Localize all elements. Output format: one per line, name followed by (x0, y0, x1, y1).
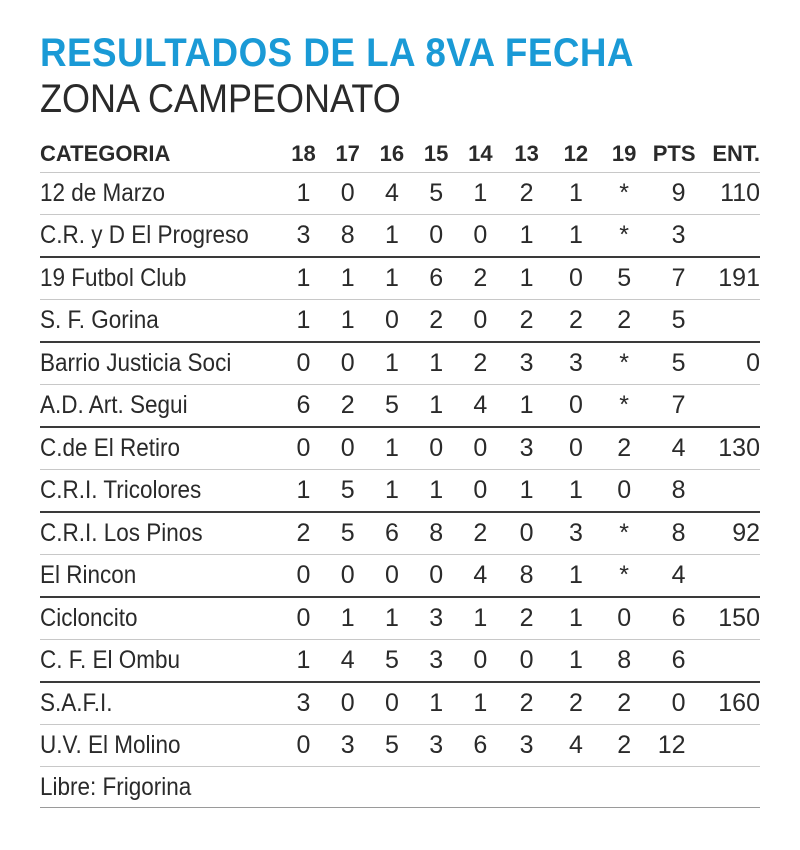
score-cell: 6 (370, 512, 414, 555)
team-name-cell (40, 512, 281, 555)
score-cell: 1 (551, 173, 601, 215)
points-cell: 4 (647, 555, 697, 598)
table-body (40, 173, 760, 767)
score-cell: 1 (281, 470, 325, 513)
score-cell: 1 (370, 257, 414, 300)
score-cell: 0 (601, 597, 647, 640)
team-name: C. F. El Ombu (40, 646, 181, 674)
score-cell: 4 (370, 173, 414, 215)
score-cell: 1 (370, 470, 414, 513)
score-cell: 0 (370, 300, 414, 343)
score-cell: 0 (458, 640, 502, 683)
score-cell: 3 (414, 640, 458, 683)
score-cell: 1 (370, 427, 414, 470)
score-cell: 2 (326, 385, 370, 428)
score-cell: 5 (601, 257, 647, 300)
score-cell: * (601, 342, 647, 385)
table-row (40, 555, 760, 598)
entries-cell: 110 (698, 173, 760, 215)
score-cell: 5 (370, 385, 414, 428)
entries-cell (698, 555, 760, 598)
score-cell: 0 (281, 427, 325, 470)
team-name: C.R.I. Los Pinos (40, 519, 203, 547)
points-cell: 8 (647, 512, 697, 555)
points-cell: 7 (647, 385, 697, 428)
results-panel (40, 30, 760, 808)
team-name: S.A.F.I. (40, 689, 113, 717)
header-19: 19 (601, 136, 647, 173)
table-row (40, 215, 760, 258)
team-name-cell (40, 173, 281, 215)
score-cell: 1 (281, 173, 325, 215)
score-cell: 1 (551, 470, 601, 513)
points-cell: 9 (647, 173, 697, 215)
team-name: Cicloncito (40, 604, 138, 632)
entries-cell (698, 385, 760, 428)
points-cell: 8 (647, 470, 697, 513)
score-cell: 0 (326, 342, 370, 385)
score-cell: 3 (414, 597, 458, 640)
team-name: Barrio Justicia Soci (40, 349, 232, 377)
team-name-cell (40, 555, 281, 598)
team-name: A.D. Art. Segui (40, 391, 188, 419)
table-row (40, 470, 760, 513)
team-name: C.R. y D El Progreso (40, 221, 249, 249)
team-name-cell (40, 215, 281, 258)
score-cell: 4 (458, 385, 502, 428)
score-cell: * (601, 173, 647, 215)
team-name: C.de El Retiro (40, 434, 181, 462)
team-name: C.R.I. Tricolores (40, 476, 202, 504)
score-cell: 8 (326, 215, 370, 258)
team-name-cell (40, 725, 281, 767)
score-cell: 1 (503, 257, 551, 300)
points-cell: 5 (647, 300, 697, 343)
score-cell: 2 (551, 300, 601, 343)
team-name: U.V. El Molino (40, 731, 181, 759)
points-cell: 5 (647, 342, 697, 385)
score-cell: 1 (370, 215, 414, 258)
score-cell: 0 (601, 470, 647, 513)
score-cell: 1 (281, 300, 325, 343)
table-row (40, 512, 760, 555)
table-row (40, 342, 760, 385)
score-cell: 0 (551, 385, 601, 428)
score-cell: 0 (281, 725, 325, 767)
score-cell: 1 (281, 257, 325, 300)
header-ent: ENT. (698, 136, 760, 173)
score-cell: 0 (326, 555, 370, 598)
score-cell: 2 (601, 682, 647, 725)
points-cell: 12 (647, 725, 697, 767)
table-row (40, 725, 760, 767)
page-subtitle: ZONA CAMPEONATO (40, 77, 401, 121)
table-row (40, 682, 760, 725)
score-cell: 0 (370, 555, 414, 598)
score-cell: 4 (551, 725, 601, 767)
team-name-cell (40, 470, 281, 513)
results-table (40, 136, 760, 767)
entries-cell (698, 640, 760, 683)
score-cell: 1 (458, 597, 502, 640)
score-cell: 1 (281, 640, 325, 683)
score-cell: 5 (326, 512, 370, 555)
score-cell: 0 (458, 427, 502, 470)
score-cell: 0 (326, 173, 370, 215)
table-row (40, 173, 760, 215)
entries-cell (698, 725, 760, 767)
score-cell: 2 (458, 257, 502, 300)
score-cell: 6 (414, 257, 458, 300)
score-cell: 1 (414, 342, 458, 385)
score-cell: 0 (458, 215, 502, 258)
score-cell: 5 (370, 725, 414, 767)
score-cell: 3 (551, 342, 601, 385)
points-cell: 4 (647, 427, 697, 470)
score-cell: 1 (551, 640, 601, 683)
team-name: S. F. Gorina (40, 306, 159, 334)
score-cell: 2 (503, 597, 551, 640)
entries-cell (698, 300, 760, 343)
score-cell: 3 (414, 725, 458, 767)
score-cell: 0 (326, 427, 370, 470)
team-name-cell (40, 427, 281, 470)
score-cell: 1 (458, 682, 502, 725)
points-cell: 7 (647, 257, 697, 300)
score-cell: 1 (503, 215, 551, 258)
score-cell: 2 (281, 512, 325, 555)
score-cell: 1 (551, 555, 601, 598)
table-row (40, 385, 760, 428)
team-name-cell (40, 257, 281, 300)
score-cell: 1 (414, 682, 458, 725)
score-cell: 4 (326, 640, 370, 683)
score-cell: 5 (370, 640, 414, 683)
score-cell: * (601, 555, 647, 598)
entries-cell: 150 (698, 597, 760, 640)
score-cell: 1 (414, 385, 458, 428)
entries-cell: 130 (698, 427, 760, 470)
score-cell: 4 (458, 555, 502, 598)
header-15: 15 (414, 136, 458, 173)
score-cell: 0 (503, 512, 551, 555)
header-categoria: CATEGORIA (40, 136, 281, 173)
score-cell: 0 (414, 555, 458, 598)
team-name: 19 Futbol Club (40, 264, 187, 292)
score-cell: 1 (326, 257, 370, 300)
team-name-cell (40, 597, 281, 640)
score-cell: 3 (551, 512, 601, 555)
score-cell: 1 (551, 597, 601, 640)
score-cell: 1 (458, 173, 502, 215)
score-cell: 6 (458, 725, 502, 767)
score-cell: 2 (503, 300, 551, 343)
points-cell: 6 (647, 597, 697, 640)
score-cell: * (601, 385, 647, 428)
score-cell: 2 (503, 173, 551, 215)
team-name-cell (40, 300, 281, 343)
score-cell: 5 (414, 173, 458, 215)
score-cell: 0 (414, 215, 458, 258)
score-cell: 8 (503, 555, 551, 598)
header-12: 12 (551, 136, 601, 173)
table-row (40, 300, 760, 343)
score-cell: 3 (326, 725, 370, 767)
points-cell: 6 (647, 640, 697, 683)
score-cell: 0 (551, 427, 601, 470)
score-cell: 5 (326, 470, 370, 513)
team-name-cell (40, 385, 281, 428)
entries-cell: 92 (698, 512, 760, 555)
score-cell: 2 (551, 682, 601, 725)
entries-cell: 160 (698, 682, 760, 725)
score-cell: 2 (601, 300, 647, 343)
page-title: RESULTADOS DE LA 8VA FECHA (40, 31, 634, 75)
score-cell: 1 (370, 342, 414, 385)
score-cell: 3 (281, 215, 325, 258)
header-17: 17 (326, 136, 370, 173)
team-name: 12 de Marzo (40, 179, 166, 207)
header-13: 13 (503, 136, 551, 173)
score-cell: 1 (414, 470, 458, 513)
libre-note: Libre: Frigorina (40, 773, 192, 801)
table-row (40, 640, 760, 683)
score-cell: 0 (414, 427, 458, 470)
score-cell: 2 (458, 342, 502, 385)
score-cell: 2 (503, 682, 551, 725)
header-pts: PTS (647, 136, 697, 173)
score-cell: 2 (601, 725, 647, 767)
score-cell: 0 (370, 682, 414, 725)
score-cell: 1 (503, 385, 551, 428)
score-cell: 0 (551, 257, 601, 300)
header-16: 16 (370, 136, 414, 173)
header-14: 14 (458, 136, 502, 173)
entries-cell (698, 470, 760, 513)
score-cell: 0 (503, 640, 551, 683)
score-cell: * (601, 512, 647, 555)
score-cell: 2 (414, 300, 458, 343)
team-name-cell (40, 640, 281, 683)
score-cell: 1 (503, 470, 551, 513)
score-cell: 0 (281, 342, 325, 385)
table-header-row (40, 136, 760, 173)
score-cell: 6 (281, 385, 325, 428)
score-cell: 0 (458, 470, 502, 513)
score-cell: 1 (326, 597, 370, 640)
score-cell: 1 (326, 300, 370, 343)
score-cell: 2 (458, 512, 502, 555)
score-cell: 2 (601, 427, 647, 470)
table-row (40, 427, 760, 470)
score-cell: 3 (503, 725, 551, 767)
score-cell: 0 (281, 597, 325, 640)
score-cell: 1 (370, 597, 414, 640)
table-footer-note (40, 767, 760, 808)
score-cell: 3 (503, 427, 551, 470)
team-name-cell (40, 342, 281, 385)
entries-cell: 191 (698, 257, 760, 300)
score-cell: * (601, 215, 647, 258)
points-cell: 3 (647, 215, 697, 258)
score-cell: 0 (326, 682, 370, 725)
table-row (40, 257, 760, 300)
score-cell: 8 (414, 512, 458, 555)
score-cell: 0 (458, 300, 502, 343)
score-cell: 3 (281, 682, 325, 725)
score-cell: 3 (503, 342, 551, 385)
team-name: El Rincon (40, 561, 137, 589)
header-18: 18 (281, 136, 325, 173)
table-row (40, 597, 760, 640)
score-cell: 1 (551, 215, 601, 258)
score-cell: 8 (601, 640, 647, 683)
entries-cell: 0 (698, 342, 760, 385)
score-cell: 0 (281, 555, 325, 598)
entries-cell (698, 215, 760, 258)
team-name-cell (40, 682, 281, 725)
points-cell: 0 (647, 682, 697, 725)
